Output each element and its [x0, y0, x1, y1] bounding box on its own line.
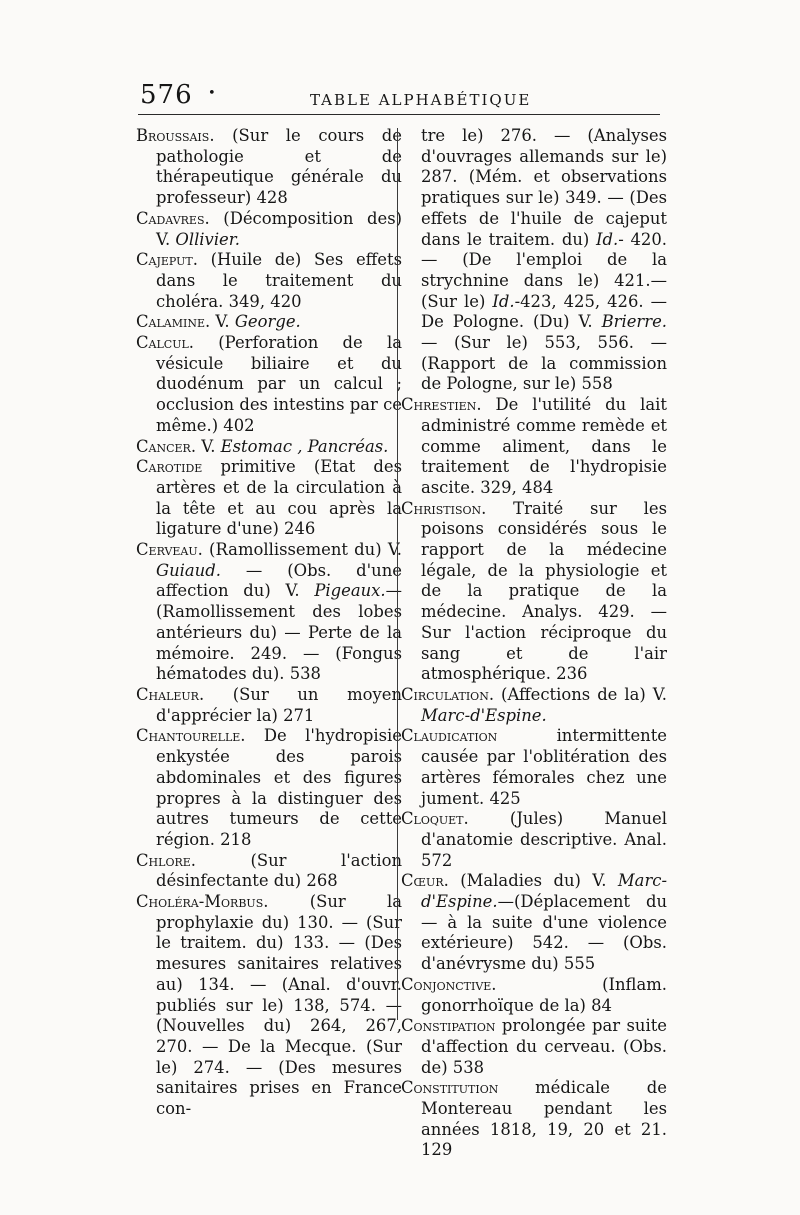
index-entry: [136, 126, 402, 209]
index-entry: [136, 540, 402, 685]
entry-text: (Ramollissement du) V.: [202, 540, 402, 560]
entry-text: Traité sur les poisons considérés sous le rapport de la médecine légale, de la physiologie et de la pratique de la médecine. Analys. 429. — Sur l'action réciproque du sang et de l'air atmosphérique. 236: [421, 498, 667, 684]
entry-reference: George.: [234, 312, 301, 332]
entry-text: (Jules) Manuel d'anatomie descriptive. Anal. 572: [421, 809, 667, 870]
entry-text: -423, 425, 426. — De Pologne. (Du) V.: [421, 291, 667, 332]
entry-headword: Christison.: [401, 498, 487, 518]
index-entry: [136, 685, 402, 726]
entry-text: De l'utilité du lait administré comme remède et comme aliment, dans le traitement de l'hydropisie ascite. 329, 484: [421, 395, 667, 497]
index-column-left: [136, 126, 402, 1120]
entry-text: prolongée par suite d'affection du cerveau. (Obs. de) 538: [421, 1016, 667, 1077]
entry-text: médicale de Montereau pendant les années 1818, 19, 20 et 21. 129: [421, 1078, 667, 1160]
running-title: TABLE ALPHABÉTIQUE: [310, 91, 532, 109]
entry-text: (Maladies du) V.: [448, 871, 618, 891]
index-entry: [401, 1016, 667, 1078]
index-entry: [401, 685, 667, 726]
page-header: [138, 76, 660, 116]
entry-reference: Ollivier.: [175, 229, 240, 249]
entry-headword: Chrestien.: [401, 395, 482, 415]
entry-text: - 420. — (De l'emploi de la strychnine dans le) 421.—(Sur le): [421, 229, 668, 311]
index-entry: [136, 250, 402, 312]
index-entry: [136, 333, 402, 437]
entry-text: intermittente causée par l'oblitération des artères fémorales chez une jument. 425: [421, 726, 667, 808]
entry-headword: Cloquet.: [401, 809, 469, 829]
entry-headword: Circulation.: [401, 684, 495, 704]
column-divider: [397, 128, 398, 1020]
entry-text: (Affections de la) V.: [494, 684, 667, 704]
entry-headword: Claudication: [401, 726, 498, 746]
entry-headword: Cœur.: [401, 871, 449, 891]
index-entry: [401, 975, 667, 1016]
entry-reference: Guiaud.: [156, 560, 221, 580]
entry-headword: Constipation: [401, 1016, 496, 1036]
index-entry: [401, 1078, 667, 1161]
entry-headword: Cadavres.: [136, 208, 210, 228]
entry-headword: Calamine.: [136, 312, 211, 332]
entry-text: De l'hydropisie enkystée des parois abdominales et des figures propres à la distinguer des autres tumeurs de cette région. 218: [156, 726, 402, 849]
header-rule: [138, 114, 660, 115]
entry-text: — (Sur le) 553, 556. — (Rapport de la commission de Pologne, sur le) 558: [421, 333, 667, 394]
entry-reference: Marc-d'Espine.: [421, 705, 547, 725]
entry-reference: Brierre.: [601, 312, 667, 332]
index-entry: [136, 312, 402, 333]
entry-headword: Conjonctive.: [401, 974, 497, 994]
entry-text: (Sur un moyen d'apprécier la) 271: [156, 684, 402, 725]
entry-headword: Cajeput.: [136, 250, 198, 270]
entry-text: V.: [196, 436, 221, 456]
entry-headword: Chlore.: [136, 850, 196, 870]
entry-headword: Chaleur.: [136, 684, 205, 704]
entry-text: (Sur la prophylaxie du) 130. — (Sur le traitem. du) 133. — (Des mesures sanitaires relatives au) 134. — (Anal. d'ouvr. publiés sur le) 138, 574. — (Nouvelles du) 264, 267, 270. — De la Mecque. (Sur le) 274. — (Des mesures sanitaires prises en France con-: [156, 892, 402, 1119]
index-entry: [401, 726, 667, 809]
entry-text: (Perforation de la vésicule biliaire et du duodénum par un calcul ; occlusion des intestins par ce même.) 402: [156, 333, 402, 435]
entry-text: — (Obs. d'une affection du) V.: [156, 560, 402, 601]
entry-text: (Sur le cours de pathologie et de thérapeutique générale du professeur) 428: [156, 126, 402, 208]
entry-reference: Pigeaux.: [314, 581, 386, 601]
entry-headword: Carotide: [136, 457, 203, 477]
entry-reference: Marc-d'Espine.: [421, 871, 667, 912]
entry-text: primitive (Etat des artères et de la circulation à la tête et au cou après la ligature d'une) 246: [156, 457, 402, 539]
entry-headword: Cerveau.: [136, 540, 203, 560]
entry-text: (Huile de) Ses effets dans le traitement du choléra. 349, 420: [156, 250, 402, 311]
index-entry: [136, 726, 402, 850]
index-entry: [401, 395, 667, 499]
entry-text: tre le) 276. — (Analyses d'ouvrages allemands sur le) 287. (Mém. et observations pratiques sur le) 349. — (Des effets de l'huile de cajeput dans le traitem. du): [421, 126, 667, 249]
entry-reference: Id.: [596, 229, 619, 249]
header-mark: •: [208, 86, 216, 101]
index-entry: [136, 209, 402, 250]
entry-text: V.: [210, 312, 235, 332]
index-entry: [136, 437, 402, 458]
index-column-right: [401, 126, 667, 1161]
entry-text: —(Déplacement du— à la suite d'une violence extérieure) 542. — (Obs. d'anévrysme du) 555: [421, 892, 667, 974]
entry-headword: Calcul.: [136, 333, 194, 353]
index-entry: [401, 126, 667, 395]
index-entry: [136, 851, 402, 892]
entry-headword: Chantourelle.: [136, 726, 246, 746]
entry-reference: Estomac , Pancréas.: [220, 436, 389, 456]
index-entry: [136, 892, 402, 1120]
page-number: 576: [140, 80, 193, 110]
entry-text: — (Ramollissement des lobes antérieurs du) — Perte de la mémoire. 249. — (Fongus hématodes du). 538: [156, 581, 402, 684]
index-entry: [136, 457, 402, 540]
entry-text: (Décomposition des) V.: [156, 208, 402, 249]
entry-text: (Sur l'action désinfectante du) 268: [156, 850, 402, 891]
entry-headword: Cancer.: [136, 436, 197, 456]
index-entry: [401, 809, 667, 871]
entry-reference: Id.: [492, 291, 515, 311]
index-entry: [401, 871, 667, 975]
index-entry: [401, 499, 667, 685]
entry-headword: Broussais.: [136, 126, 215, 145]
entry-headword: Choléra-Morbus.: [136, 892, 269, 912]
entry-headword: Constitution: [401, 1078, 499, 1098]
entry-text: (Inflam. gonorrhoïque de la) 84: [421, 974, 667, 1015]
